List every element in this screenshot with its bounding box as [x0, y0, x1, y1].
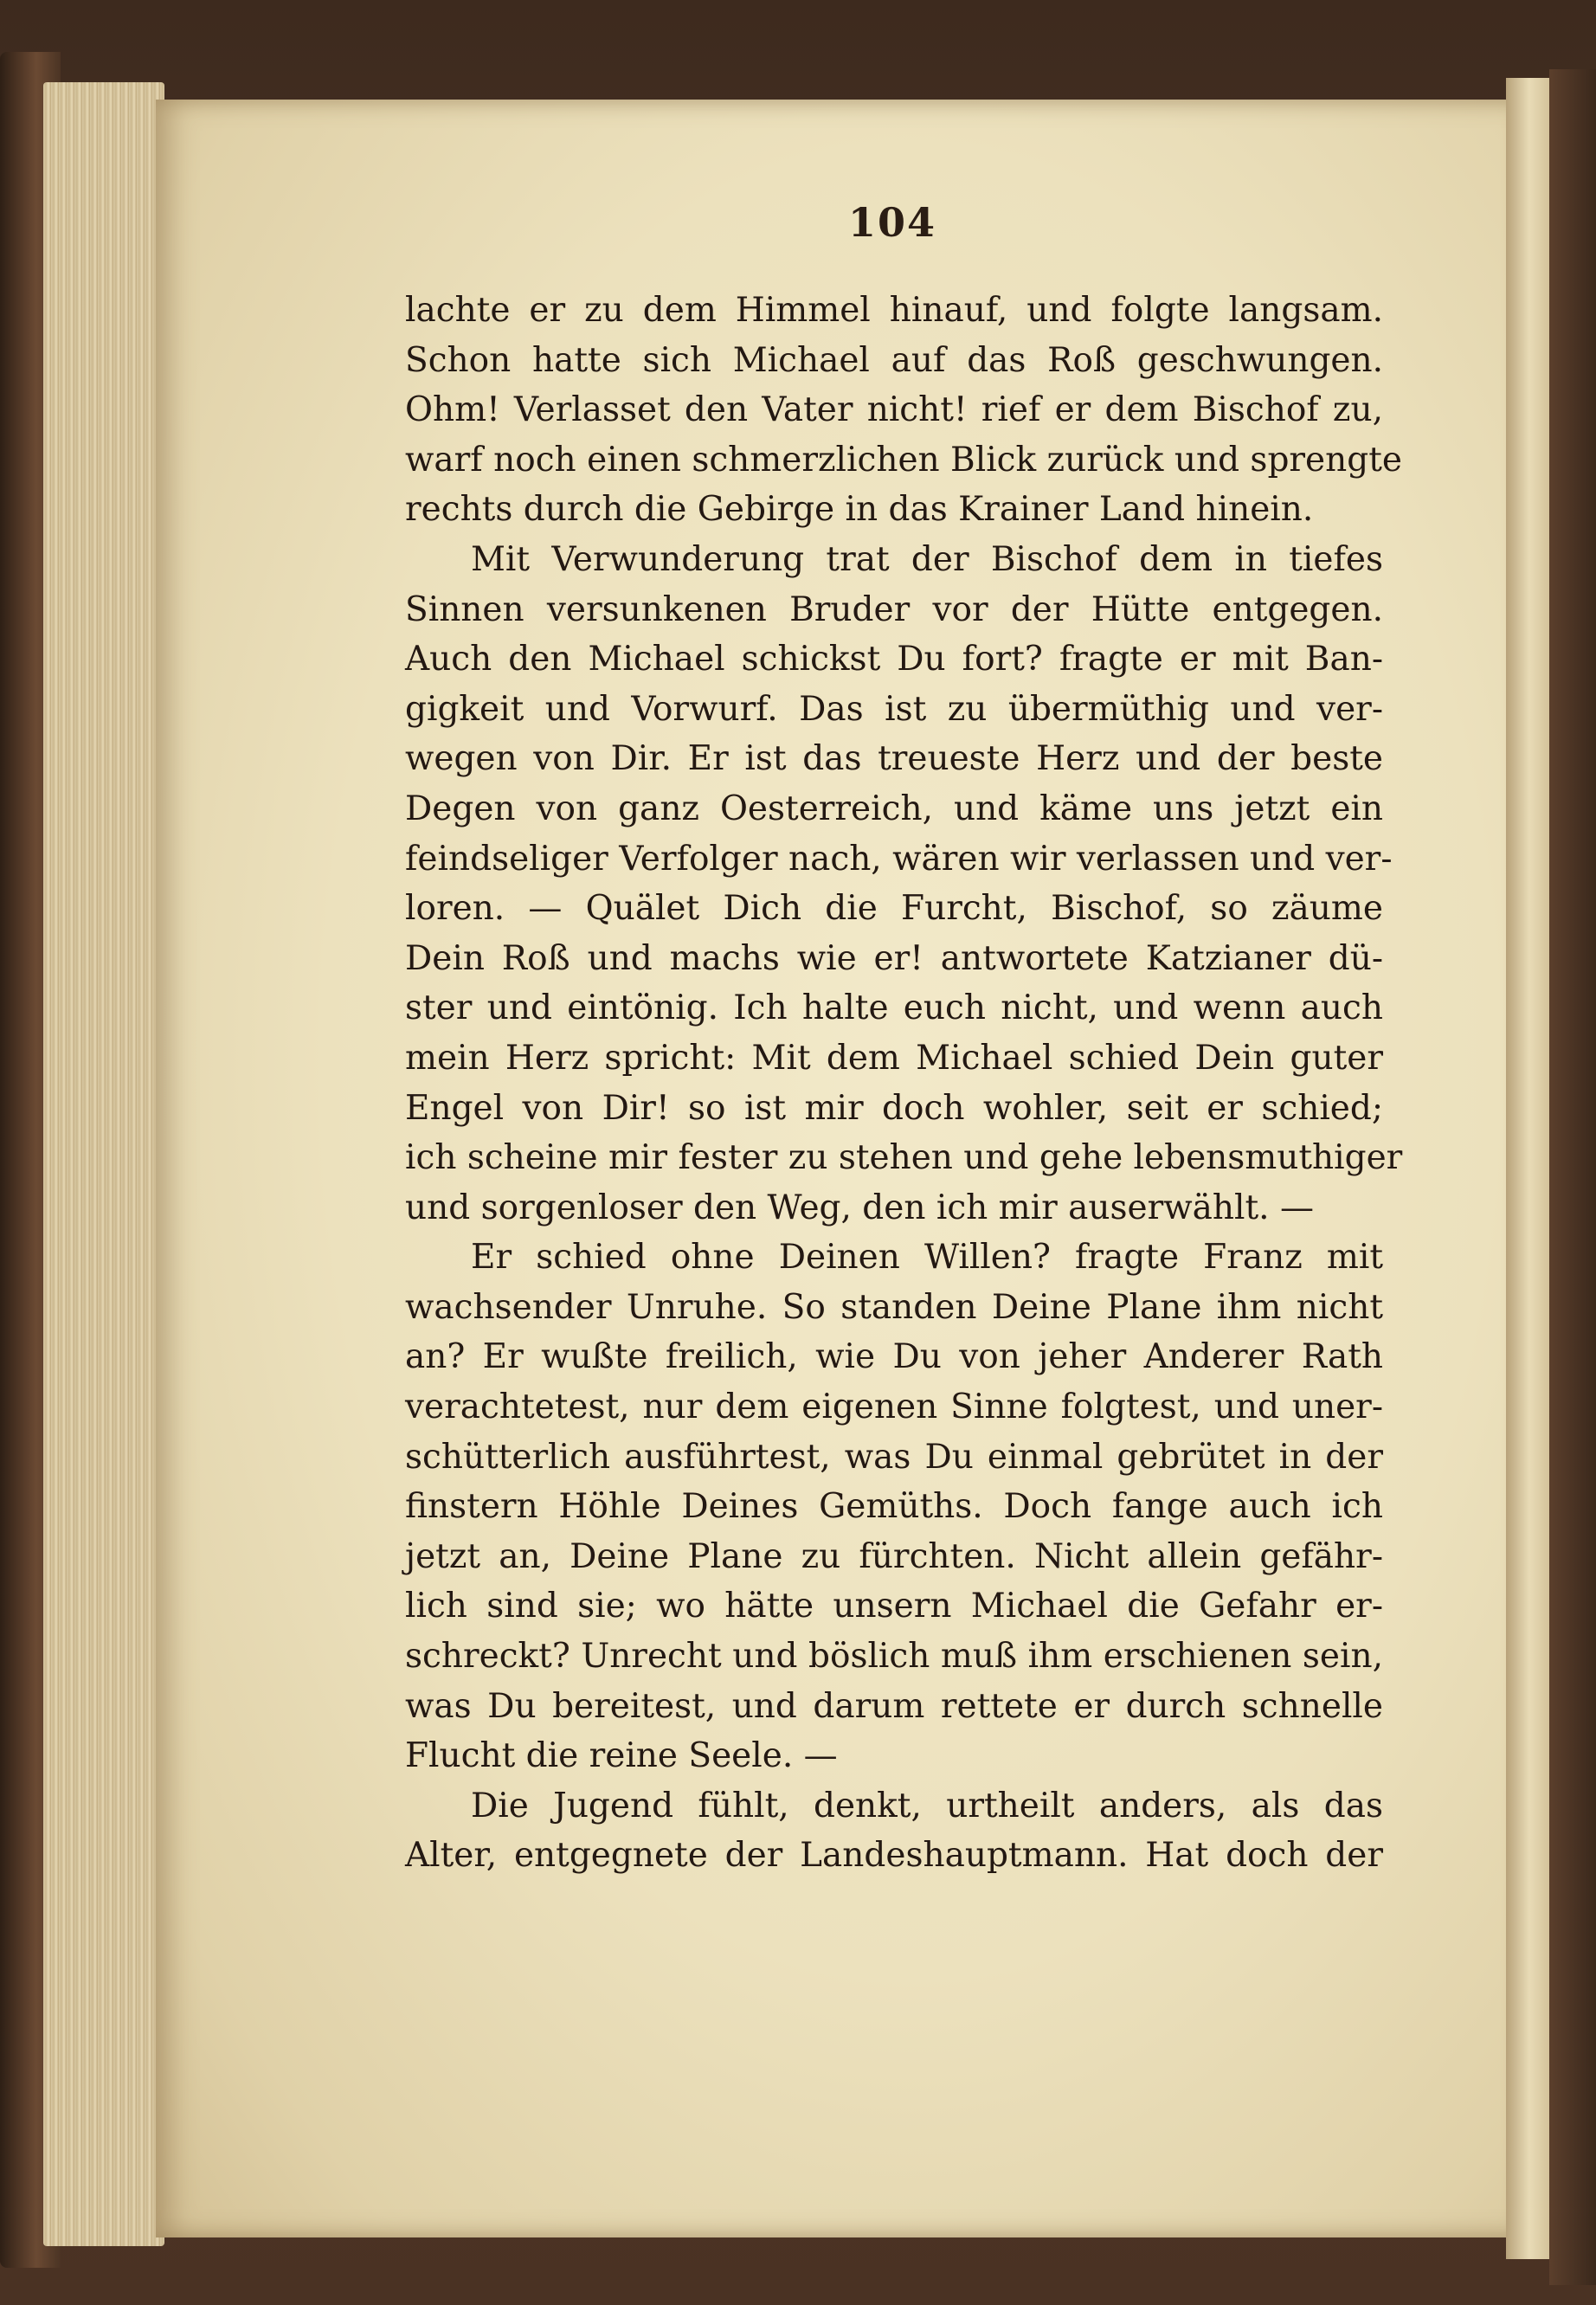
text-line: ich scheine mir fester zu stehen und gehe lebensmuthiger [405, 1138, 1403, 1178]
text-line: ster und eintönig. Ich halte euch nicht, und wenn auch [405, 988, 1383, 1028]
text-line: was Du bereitest, und darum rettete er durch schnelle [405, 1686, 1383, 1726]
text-line: mein Herz spricht: Mit dem Michael schied Dein guter [405, 1038, 1383, 1078]
page-number: 104 [848, 199, 937, 246]
text-line: an? Er wußte freilich, wie Du von jeher Anderer Rath [405, 1337, 1383, 1377]
text-line: verachtetest, nur dem eigenen Sinne folgtest, und uner- [405, 1388, 1383, 1427]
text-line: Alter, entgegnete der Landeshauptmann. Hat doch der [405, 1836, 1383, 1876]
book-cover-right [1549, 69, 1596, 2285]
text-line: feindseliger Verfolger nach, wären wir verlassen und ver- [405, 839, 1393, 879]
text-line: wachsender Unruhe. So standen Deine Plane ihm nicht [405, 1287, 1383, 1327]
text-line: Er schied ohne Deinen Willen? fragte Franz mit [471, 1238, 1383, 1278]
text-line: lachte er zu dem Himmel hinauf, und folgte langsam. [405, 291, 1383, 330]
page-edges [43, 82, 164, 2246]
text-line: und sorgenloser den Weg, den ich mir auserwählt. — [405, 1188, 1314, 1227]
text-line: rechts durch die Gebirge in das Krainer Land hinein. [405, 490, 1314, 530]
text-line: schreckt? Unrecht und böslich muß ihm erschienen sein, [405, 1637, 1383, 1677]
text-line: Engel von Dir! so ist mir doch wohler, seit er schied; [405, 1088, 1383, 1128]
text-line: wegen von Dir. Er ist das treueste Herz und der beste [405, 739, 1383, 779]
text-line: Ohm! Verlasset den Vater nicht! rief er dem Bischof zu, [405, 390, 1383, 430]
text-line: gigkeit und Vorwurf. Das ist zu übermüthig und ver- [405, 689, 1383, 729]
text-line: warf noch einen schmerzlichen Blick zurück und sprengte [405, 440, 1402, 480]
body-text [405, 286, 1403, 1881]
text-line: Dein Roß und machs wie er! antwortete Katzianer dü- [405, 938, 1383, 978]
text-line: lich sind sie; wo hätte unsern Michael die Gefahr er- [405, 1587, 1383, 1626]
text-line: Flucht die reine Seele. — [405, 1736, 838, 1776]
text-line: Degen von ganz Oesterreich, und käme uns jetzt ein [405, 789, 1383, 828]
text-line: jetzt an, Deine Plane zu fürchten. Nicht allein gefähr- [405, 1536, 1383, 1576]
text-line: Die Jugend fühlt, denkt, urtheilt anders, als das [471, 1786, 1383, 1825]
text-line: Sinnen versunkenen Bruder vor der Hütte entgegen. [405, 589, 1383, 629]
text-line: Auch den Michael schickst Du fort? fragte er mit Ban- [405, 640, 1383, 679]
text-line: Schon hatte sich Michael auf das Roß geschwungen. [405, 340, 1383, 380]
text-line: loren. — Quälet Dich die Furcht, Bischof, so zäume [405, 889, 1383, 929]
text-line: Mit Verwunderung trat der Bischof dem in tiefes [471, 539, 1383, 579]
text-line: schütterlich ausführtest, was Du einmal gebrütet in der [405, 1437, 1383, 1477]
text-line: finstern Höhle Deines Gemüths. Doch fange auch ich [405, 1487, 1383, 1527]
